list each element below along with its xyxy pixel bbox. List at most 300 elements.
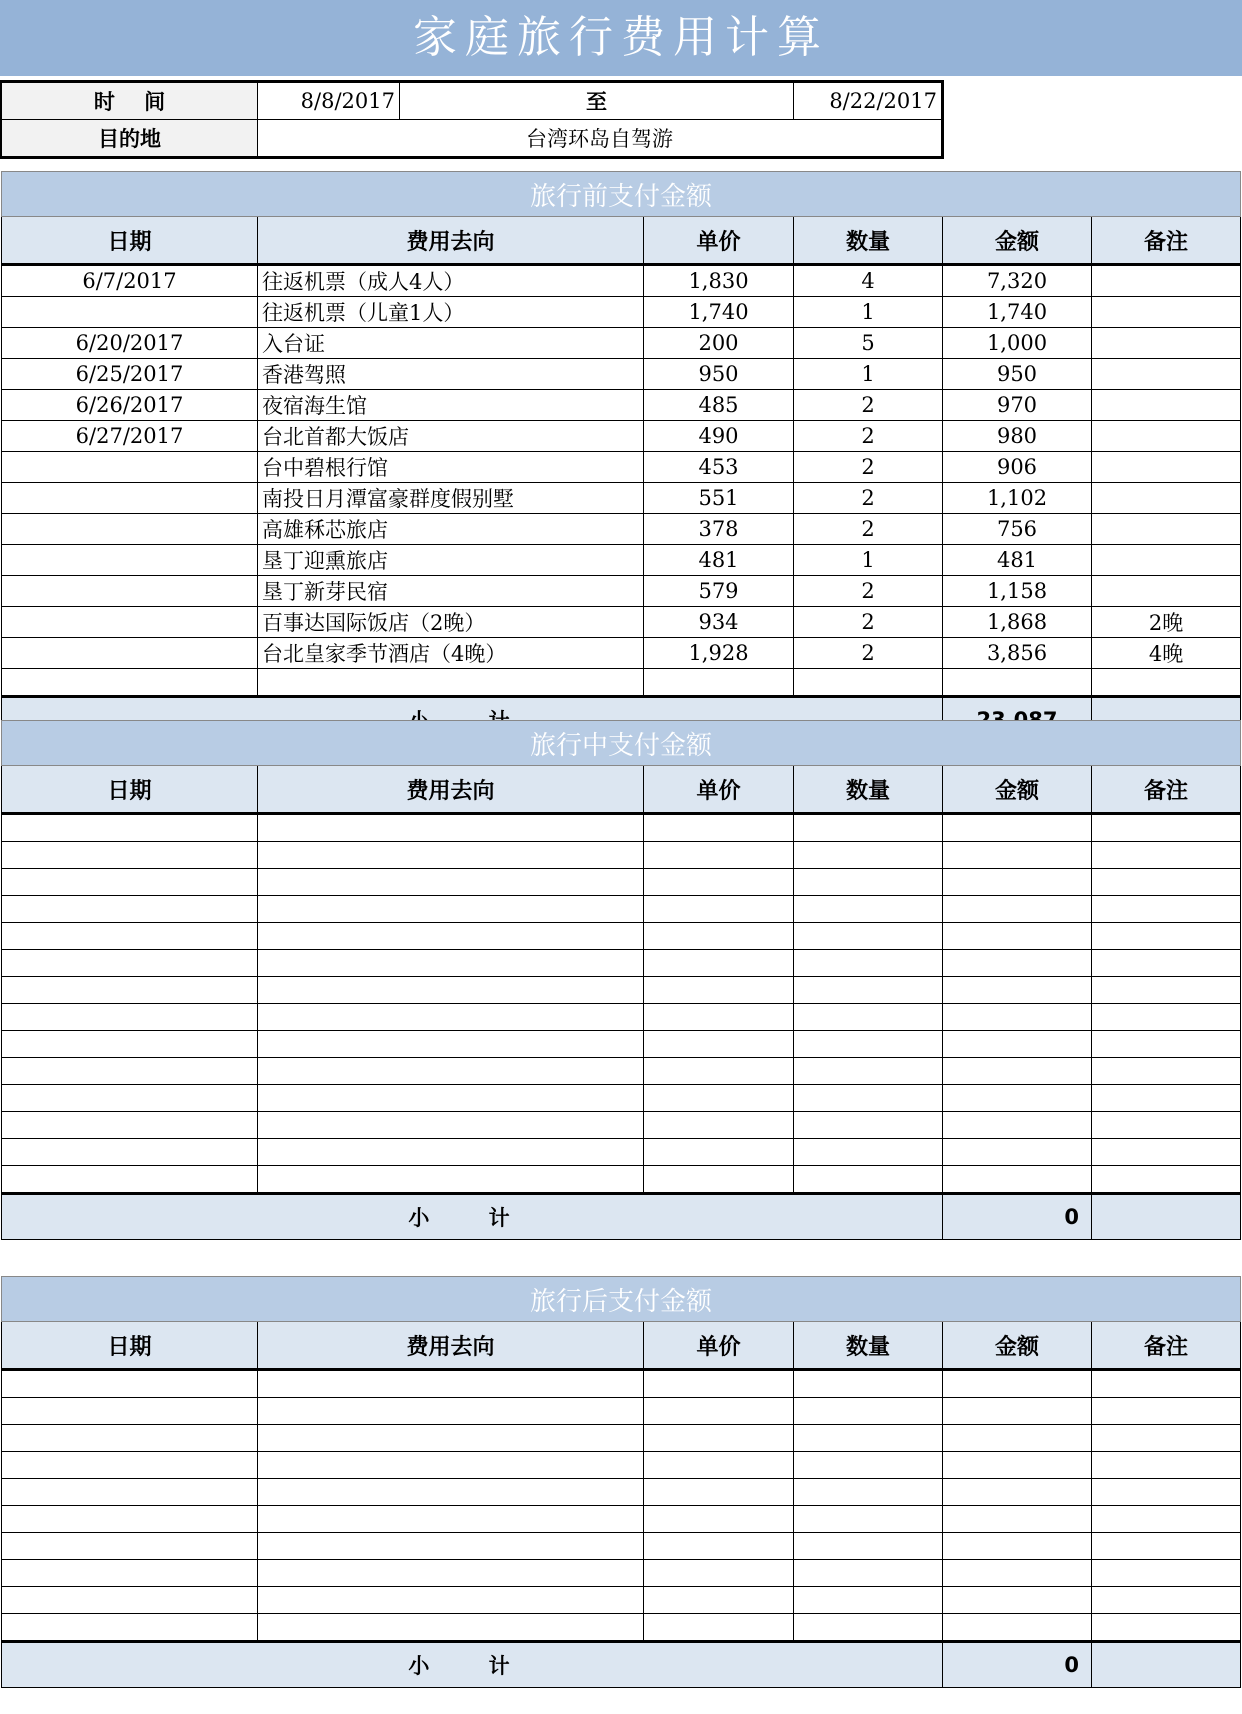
after-cell-item[interactable] xyxy=(258,1452,644,1479)
table-row xyxy=(2,923,1241,950)
during-cell-quantity[interactable] xyxy=(794,1031,943,1058)
before-cell-quantity[interactable]: 1 xyxy=(794,297,943,328)
during-cell-note[interactable] xyxy=(1092,842,1241,869)
table-row xyxy=(2,328,1241,359)
before-cell-quantity[interactable]: 2 xyxy=(794,483,943,514)
before-cell-item[interactable]: 高雄秝芯旅店 xyxy=(258,514,644,545)
before-cell-date[interactable] xyxy=(2,452,258,483)
before-cell-item[interactable]: 垦丁新芽民宿 xyxy=(258,576,644,607)
during-header-amount: 金额 xyxy=(943,766,1092,814)
before-cell-item[interactable]: 垦丁迎熏旅店 xyxy=(258,545,644,576)
during-cell-item[interactable] xyxy=(258,950,644,977)
after-cell-quantity[interactable] xyxy=(794,1398,943,1425)
during-cell-quantity[interactable] xyxy=(794,869,943,896)
before-cell-note[interactable] xyxy=(1092,576,1241,607)
after-cell-item[interactable] xyxy=(258,1506,644,1533)
during-cell-unit-price[interactable] xyxy=(644,869,794,896)
after-cell-date[interactable] xyxy=(2,1398,258,1425)
after-cell-amount[interactable] xyxy=(943,1370,1092,1398)
during-cell-item[interactable] xyxy=(258,1139,644,1166)
page-title: 家庭旅行费用计算 xyxy=(0,0,1242,76)
before-cell-unit-price[interactable]: 1,830 xyxy=(644,265,794,297)
before-header-unit-price: 单价 xyxy=(644,217,794,265)
time-label: 时 间 xyxy=(2,83,258,120)
table-row xyxy=(2,1085,1241,1112)
before-section-title: 旅行前支付金额 xyxy=(2,172,1241,217)
before-cell-unit-price[interactable] xyxy=(644,669,794,697)
table-row xyxy=(2,452,1241,483)
before-cell-amount[interactable]: 906 xyxy=(943,452,1092,483)
during-cell-unit-price[interactable] xyxy=(644,814,794,842)
during-cell-note[interactable] xyxy=(1092,1139,1241,1166)
after-cell-amount[interactable] xyxy=(943,1398,1092,1425)
during-cell-quantity[interactable] xyxy=(794,950,943,977)
table-row xyxy=(2,977,1241,1004)
before-cell-date[interactable] xyxy=(2,514,258,545)
after-cell-date[interactable] xyxy=(2,1370,258,1398)
table-row xyxy=(2,1587,1241,1614)
after-cell-note[interactable] xyxy=(1092,1587,1241,1614)
table-row xyxy=(2,545,1241,576)
table-row xyxy=(2,1479,1241,1506)
after-cell-item[interactable] xyxy=(258,1398,644,1425)
during-cell-unit-price[interactable] xyxy=(644,977,794,1004)
before-cell-amount[interactable]: 1,740 xyxy=(943,297,1092,328)
during-cell-amount[interactable] xyxy=(943,842,1092,869)
before-cell-quantity[interactable]: 2 xyxy=(794,514,943,545)
during-cell-amount[interactable] xyxy=(943,814,1092,842)
before-cell-unit-price[interactable]: 1,740 xyxy=(644,297,794,328)
before-cell-quantity[interactable]: 1 xyxy=(794,545,943,576)
during-cell-item[interactable] xyxy=(258,1031,644,1058)
during-subtotal-note xyxy=(1092,1194,1241,1240)
before-cell-item[interactable]: 台北皇家季节酒店（4晚） xyxy=(258,638,644,669)
before-cell-date[interactable] xyxy=(2,607,258,638)
during-cell-quantity[interactable] xyxy=(794,923,943,950)
before-cell-note[interactable] xyxy=(1092,359,1241,390)
during-header-note: 备注 xyxy=(1092,766,1241,814)
before-cell-unit-price[interactable]: 378 xyxy=(644,514,794,545)
during-cell-item[interactable] xyxy=(258,1058,644,1085)
before-cell-quantity[interactable]: 2 xyxy=(794,638,943,669)
after-cell-quantity[interactable] xyxy=(794,1560,943,1587)
after-cell-date[interactable] xyxy=(2,1587,258,1614)
during-cell-date[interactable] xyxy=(2,977,258,1004)
during-cell-quantity[interactable] xyxy=(794,1166,943,1194)
during-cell-date[interactable] xyxy=(2,1166,258,1194)
table-row xyxy=(2,814,1241,842)
after-cell-amount[interactable] xyxy=(943,1425,1092,1452)
before-cell-amount[interactable] xyxy=(943,669,1092,697)
during-cell-note[interactable] xyxy=(1092,1085,1241,1112)
after-cell-unit-price[interactable] xyxy=(644,1533,794,1560)
during-cell-item[interactable] xyxy=(258,923,644,950)
after-cell-note[interactable] xyxy=(1092,1398,1241,1425)
before-cell-note[interactable] xyxy=(1092,297,1241,328)
during-cell-quantity[interactable] xyxy=(794,896,943,923)
before-cell-quantity[interactable]: 2 xyxy=(794,607,943,638)
after-cell-amount[interactable] xyxy=(943,1614,1092,1642)
table-row xyxy=(2,896,1241,923)
before-cell-amount[interactable]: 1,000 xyxy=(943,328,1092,359)
trip-info-table xyxy=(1,82,942,157)
before-cell-amount[interactable]: 7,320 xyxy=(943,265,1092,297)
table-row xyxy=(2,265,1241,297)
after-cell-note[interactable] xyxy=(1092,1560,1241,1587)
before-cell-unit-price[interactable]: 551 xyxy=(644,483,794,514)
during-cell-quantity[interactable] xyxy=(794,977,943,1004)
before-cell-amount[interactable]: 481 xyxy=(943,545,1092,576)
after-cell-note[interactable] xyxy=(1092,1479,1241,1506)
during-cell-date[interactable] xyxy=(2,896,258,923)
table-row xyxy=(2,1398,1241,1425)
during-cell-date[interactable] xyxy=(2,1112,258,1139)
before-cell-date[interactable]: 6/7/2017 xyxy=(2,265,258,297)
during-cell-item[interactable] xyxy=(258,896,644,923)
after-cell-quantity[interactable] xyxy=(794,1587,943,1614)
before-header-amount: 金额 xyxy=(943,217,1092,265)
before-cell-amount[interactable]: 950 xyxy=(943,359,1092,390)
before-cell-note[interactable] xyxy=(1092,483,1241,514)
after-cell-note[interactable] xyxy=(1092,1506,1241,1533)
after-cell-unit-price[interactable] xyxy=(644,1506,794,1533)
table-row xyxy=(2,869,1241,896)
before-cell-unit-price[interactable]: 453 xyxy=(644,452,794,483)
before-cell-amount[interactable]: 1,868 xyxy=(943,607,1092,638)
after-header-quantity: 数量 xyxy=(794,1322,943,1370)
before-cell-note[interactable] xyxy=(1092,669,1241,697)
during-cell-date[interactable] xyxy=(2,869,258,896)
before-cell-unit-price[interactable]: 485 xyxy=(644,390,794,421)
before-cell-item[interactable]: 夜宿海生馆 xyxy=(258,390,644,421)
after-cell-note[interactable] xyxy=(1092,1452,1241,1479)
before-cell-date[interactable] xyxy=(2,483,258,514)
after-header-date: 日期 xyxy=(2,1322,258,1370)
during-section-title: 旅行中支付金额 xyxy=(2,721,1241,766)
after-cell-item[interactable] xyxy=(258,1370,644,1398)
during-cell-date[interactable] xyxy=(2,842,258,869)
before-cell-quantity[interactable]: 4 xyxy=(794,265,943,297)
after-cell-unit-price[interactable] xyxy=(644,1425,794,1452)
after-subtotal-note xyxy=(1092,1642,1241,1688)
before-cell-date[interactable]: 6/20/2017 xyxy=(2,328,258,359)
table-row xyxy=(2,297,1241,328)
during-cell-quantity[interactable] xyxy=(794,1112,943,1139)
before-header-item: 费用去向 xyxy=(258,217,644,265)
after-cell-amount[interactable] xyxy=(943,1560,1092,1587)
after-cell-item[interactable] xyxy=(258,1587,644,1614)
during-cell-note[interactable] xyxy=(1092,923,1241,950)
before-cell-date[interactable]: 6/27/2017 xyxy=(2,421,258,452)
before-cell-item[interactable]: 台中碧根行馆 xyxy=(258,452,644,483)
before-cell-unit-price[interactable]: 481 xyxy=(644,545,794,576)
after-cell-quantity[interactable] xyxy=(794,1452,943,1479)
before-cell-item[interactable] xyxy=(258,669,644,697)
before-cell-quantity[interactable]: 5 xyxy=(794,328,943,359)
during-cell-item[interactable] xyxy=(258,1004,644,1031)
during-cell-date[interactable] xyxy=(2,1004,258,1031)
after-cell-date[interactable] xyxy=(2,1614,258,1642)
after-cell-note[interactable] xyxy=(1092,1614,1241,1642)
before-cell-item[interactable]: 香港驾照 xyxy=(258,359,644,390)
table-row xyxy=(2,1112,1241,1139)
during-trip-table xyxy=(1,720,1241,1240)
during-cell-amount[interactable] xyxy=(943,1031,1092,1058)
during-cell-amount[interactable] xyxy=(943,869,1092,896)
table-row xyxy=(2,1425,1241,1452)
before-cell-date[interactable] xyxy=(2,576,258,607)
destination-label: 目的地 xyxy=(2,120,258,157)
during-header-quantity: 数量 xyxy=(794,766,943,814)
during-cell-amount[interactable] xyxy=(943,1139,1092,1166)
before-cell-item[interactable]: 往返机票（成人4人） xyxy=(258,265,644,297)
during-cell-quantity[interactable] xyxy=(794,814,943,842)
during-cell-amount[interactable] xyxy=(943,1085,1092,1112)
before-cell-amount[interactable]: 980 xyxy=(943,421,1092,452)
during-cell-note[interactable] xyxy=(1092,1166,1241,1194)
after-cell-quantity[interactable] xyxy=(794,1506,943,1533)
before-cell-note[interactable] xyxy=(1092,390,1241,421)
to-label: 至 xyxy=(400,83,794,120)
table-row xyxy=(2,1166,1241,1194)
before-cell-date[interactable] xyxy=(2,669,258,697)
during-cell-unit-price[interactable] xyxy=(644,923,794,950)
after-cell-quantity[interactable] xyxy=(794,1425,943,1452)
during-cell-quantity[interactable] xyxy=(794,842,943,869)
table-row xyxy=(2,1370,1241,1398)
table-row xyxy=(2,359,1241,390)
table-row xyxy=(2,842,1241,869)
after-cell-date[interactable] xyxy=(2,1452,258,1479)
during-cell-note[interactable] xyxy=(1092,1112,1241,1139)
during-cell-note[interactable] xyxy=(1092,950,1241,977)
during-header-item: 费用去向 xyxy=(258,766,644,814)
during-cell-note[interactable] xyxy=(1092,814,1241,842)
during-cell-item[interactable] xyxy=(258,1166,644,1194)
after-cell-quantity[interactable] xyxy=(794,1479,943,1506)
during-cell-unit-price[interactable] xyxy=(644,1031,794,1058)
before-cell-unit-price[interactable]: 490 xyxy=(644,421,794,452)
before-cell-amount[interactable]: 3,856 xyxy=(943,638,1092,669)
during-cell-quantity[interactable] xyxy=(794,1058,943,1085)
after-cell-unit-price[interactable] xyxy=(644,1479,794,1506)
during-cell-date[interactable] xyxy=(2,814,258,842)
before-cell-note[interactable] xyxy=(1092,265,1241,297)
during-cell-item[interactable] xyxy=(258,814,644,842)
before-cell-note[interactable]: 4晚 xyxy=(1092,638,1241,669)
after-cell-item[interactable] xyxy=(258,1560,644,1587)
table-row xyxy=(2,950,1241,977)
table-row xyxy=(2,390,1241,421)
after-cell-date[interactable] xyxy=(2,1560,258,1587)
before-cell-note[interactable]: 2晚 xyxy=(1092,607,1241,638)
during-cell-quantity[interactable] xyxy=(794,1085,943,1112)
during-cell-unit-price[interactable] xyxy=(644,896,794,923)
after-cell-item[interactable] xyxy=(258,1479,644,1506)
table-row xyxy=(2,1031,1241,1058)
end-date[interactable]: 8/22/2017 xyxy=(794,83,942,120)
during-cell-unit-price[interactable] xyxy=(644,1058,794,1085)
during-cell-amount[interactable] xyxy=(943,977,1092,1004)
after-header-unit-price: 单价 xyxy=(644,1322,794,1370)
before-cell-unit-price[interactable]: 950 xyxy=(644,359,794,390)
during-cell-amount[interactable] xyxy=(943,1058,1092,1085)
during-subtotal-label: 小 计 xyxy=(2,1194,943,1240)
before-header-note: 备注 xyxy=(1092,217,1241,265)
during-cell-date[interactable] xyxy=(2,1031,258,1058)
during-cell-unit-price[interactable] xyxy=(644,1139,794,1166)
after-cell-note[interactable] xyxy=(1092,1425,1241,1452)
after-cell-unit-price[interactable] xyxy=(644,1370,794,1398)
before-cell-quantity[interactable] xyxy=(794,669,943,697)
during-cell-amount[interactable] xyxy=(943,950,1092,977)
before-cell-note[interactable] xyxy=(1092,421,1241,452)
after-section-title: 旅行后支付金额 xyxy=(2,1277,1241,1322)
before-cell-amount[interactable]: 756 xyxy=(943,514,1092,545)
after-cell-item[interactable] xyxy=(258,1533,644,1560)
during-cell-unit-price[interactable] xyxy=(644,950,794,977)
table-row xyxy=(2,1004,1241,1031)
during-cell-date[interactable] xyxy=(2,923,258,950)
before-cell-quantity[interactable]: 1 xyxy=(794,359,943,390)
during-cell-item[interactable] xyxy=(258,977,644,1004)
after-header-note: 备注 xyxy=(1092,1322,1241,1370)
table-row xyxy=(2,669,1241,697)
after-cell-date[interactable] xyxy=(2,1533,258,1560)
after-cell-amount[interactable] xyxy=(943,1587,1092,1614)
table-row xyxy=(2,1139,1241,1166)
before-cell-item[interactable]: 入台证 xyxy=(258,328,644,359)
after-cell-amount[interactable] xyxy=(943,1479,1092,1506)
during-cell-quantity[interactable] xyxy=(794,1139,943,1166)
after-cell-amount[interactable] xyxy=(943,1452,1092,1479)
table-row xyxy=(2,483,1241,514)
during-cell-note[interactable] xyxy=(1092,1031,1241,1058)
before-cell-item[interactable]: 百事达国际饭店（2晚） xyxy=(258,607,644,638)
during-cell-date[interactable] xyxy=(2,1085,258,1112)
during-cell-note[interactable] xyxy=(1092,896,1241,923)
after-trip-table xyxy=(1,1276,1241,1688)
during-cell-item[interactable] xyxy=(258,869,644,896)
after-cell-quantity[interactable] xyxy=(794,1614,943,1642)
after-cell-date[interactable] xyxy=(2,1479,258,1506)
table-row xyxy=(2,1452,1241,1479)
during-cell-quantity[interactable] xyxy=(794,1004,943,1031)
table-row xyxy=(2,1614,1241,1642)
during-cell-amount[interactable] xyxy=(943,1166,1092,1194)
before-cell-amount[interactable]: 1,102 xyxy=(943,483,1092,514)
before-header-quantity: 数量 xyxy=(794,217,943,265)
during-cell-amount[interactable] xyxy=(943,1112,1092,1139)
destination-value[interactable]: 台湾环岛自驾游 xyxy=(258,120,942,157)
during-cell-date[interactable] xyxy=(2,1058,258,1085)
after-header-item: 费用去向 xyxy=(258,1322,644,1370)
after-cell-unit-price[interactable] xyxy=(644,1398,794,1425)
after-cell-note[interactable] xyxy=(1092,1370,1241,1398)
before-header-date: 日期 xyxy=(2,217,258,265)
before-cell-date[interactable] xyxy=(2,297,258,328)
during-cell-amount[interactable] xyxy=(943,923,1092,950)
during-cell-item[interactable] xyxy=(258,1112,644,1139)
during-cell-amount[interactable] xyxy=(943,1004,1092,1031)
before-cell-quantity[interactable]: 2 xyxy=(794,576,943,607)
before-cell-quantity[interactable]: 2 xyxy=(794,452,943,483)
before-cell-note[interactable] xyxy=(1092,545,1241,576)
table-row xyxy=(2,1058,1241,1085)
table-row xyxy=(2,1533,1241,1560)
after-header-amount: 金额 xyxy=(943,1322,1092,1370)
table-row xyxy=(2,1560,1241,1587)
during-cell-unit-price[interactable] xyxy=(644,842,794,869)
before-cell-date[interactable]: 6/25/2017 xyxy=(2,359,258,390)
during-cell-note[interactable] xyxy=(1092,869,1241,896)
before-cell-date[interactable]: 6/26/2017 xyxy=(2,390,258,421)
before-cell-item[interactable]: 南投日月潭富豪群度假别墅 xyxy=(258,483,644,514)
during-cell-amount[interactable] xyxy=(943,896,1092,923)
before-cell-date[interactable] xyxy=(2,545,258,576)
during-cell-item[interactable] xyxy=(258,842,644,869)
before-cell-unit-price[interactable]: 579 xyxy=(644,576,794,607)
before-cell-quantity[interactable]: 2 xyxy=(794,390,943,421)
during-header-date: 日期 xyxy=(2,766,258,814)
table-row xyxy=(2,514,1241,545)
before-cell-note[interactable] xyxy=(1092,452,1241,483)
table-row xyxy=(2,638,1241,669)
during-cell-unit-price[interactable] xyxy=(644,1112,794,1139)
after-cell-unit-price[interactable] xyxy=(644,1560,794,1587)
after-cell-date[interactable] xyxy=(2,1506,258,1533)
during-cell-unit-price[interactable] xyxy=(644,1004,794,1031)
before-cell-item[interactable]: 往返机票（儿童1人） xyxy=(258,297,644,328)
table-row xyxy=(2,1506,1241,1533)
after-cell-item[interactable] xyxy=(258,1425,644,1452)
before-cell-amount[interactable]: 1,158 xyxy=(943,576,1092,607)
during-cell-date[interactable] xyxy=(2,950,258,977)
after-cell-amount[interactable] xyxy=(943,1506,1092,1533)
before-cell-unit-price[interactable]: 1,928 xyxy=(644,638,794,669)
before-trip-table xyxy=(1,171,1241,743)
during-cell-note[interactable] xyxy=(1092,1058,1241,1085)
before-cell-quantity[interactable]: 2 xyxy=(794,421,943,452)
after-cell-unit-price[interactable] xyxy=(644,1614,794,1642)
after-cell-amount[interactable] xyxy=(943,1533,1092,1560)
after-cell-date[interactable] xyxy=(2,1425,258,1452)
after-cell-quantity[interactable] xyxy=(794,1533,943,1560)
during-cell-note[interactable] xyxy=(1092,977,1241,1004)
after-cell-unit-price[interactable] xyxy=(644,1587,794,1614)
table-row xyxy=(2,421,1241,452)
before-cell-unit-price[interactable]: 200 xyxy=(644,328,794,359)
during-cell-unit-price[interactable] xyxy=(644,1166,794,1194)
after-cell-item[interactable] xyxy=(258,1614,644,1642)
during-cell-item[interactable] xyxy=(258,1085,644,1112)
before-cell-note[interactable] xyxy=(1092,514,1241,545)
before-cell-unit-price[interactable]: 934 xyxy=(644,607,794,638)
before-cell-item[interactable]: 台北首都大饭店 xyxy=(258,421,644,452)
before-cell-amount[interactable]: 970 xyxy=(943,390,1092,421)
after-cell-note[interactable] xyxy=(1092,1533,1241,1560)
start-date[interactable]: 8/8/2017 xyxy=(258,83,400,120)
during-cell-date[interactable] xyxy=(2,1139,258,1166)
after-cell-quantity[interactable] xyxy=(794,1370,943,1398)
table-row xyxy=(2,576,1241,607)
before-cell-date[interactable] xyxy=(2,638,258,669)
before-cell-note[interactable] xyxy=(1092,328,1241,359)
after-cell-unit-price[interactable] xyxy=(644,1452,794,1479)
during-cell-unit-price[interactable] xyxy=(644,1085,794,1112)
after-subtotal-label: 小 计 xyxy=(2,1642,943,1688)
during-cell-note[interactable] xyxy=(1092,1004,1241,1031)
